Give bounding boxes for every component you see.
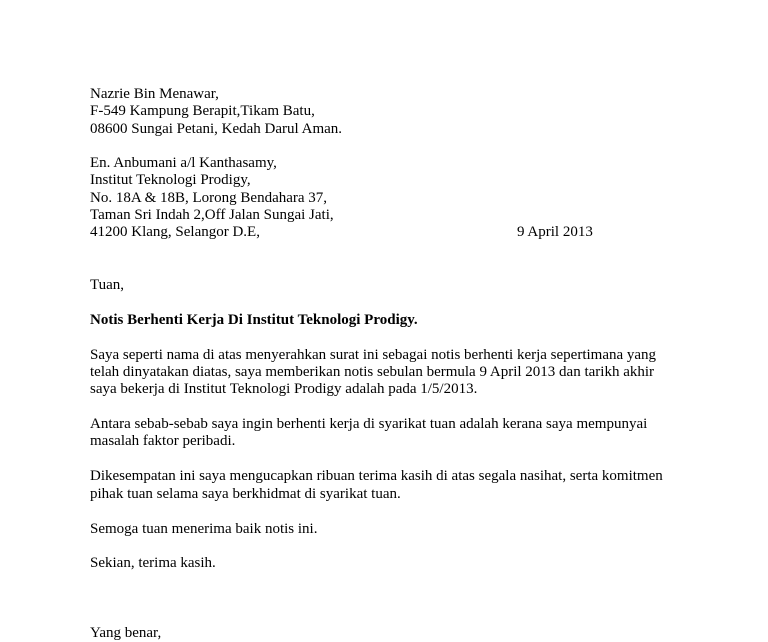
letter [90, 86, 680, 573]
closing-partial: Yang benar, [90, 625, 162, 641]
sender-address-line-1: F-549 Kampung Berapit,Tikam Batu, [90, 103, 315, 120]
paragraph-thanks-line-2: pihak tuan selama saya berkhidmat di syarikat tuan. [90, 485, 401, 502]
paragraph-notice-line-1: Saya seperti nama di atas menyerahkan surat ini sebagai notis berhenti kerja sepertimana yang [90, 346, 657, 363]
paragraph-thanks [90, 468, 680, 503]
paragraph-closing: Sekian, terima kasih. [90, 555, 216, 572]
sender-address [90, 86, 680, 138]
recipient-address [90, 155, 680, 241]
sender-address-line-2: 08600 Sungai Petani, Kedah Darul Aman. [90, 120, 343, 137]
salutation: Tuan, [90, 276, 125, 293]
paragraph-hope: Semoga tuan menerima baik notis ini. [90, 520, 318, 537]
sender-name: Nazrie Bin Menawar, [90, 86, 219, 102]
paragraph-reason [90, 416, 680, 451]
recipient-organisation: Institut Teknologi Prodigy, [90, 172, 251, 189]
recipient-name: En. Anbumani a/l Kanthasamy, [90, 155, 277, 172]
paragraph-reason-line-2: masalah faktor peribadi. [90, 433, 236, 450]
paragraph-thanks-line-1: Dikesempatan ini saya mengucapkan ribuan terima kasih di atas segala nasihat, serta komitmen [90, 468, 663, 485]
subject-line: Notis Berhenti Kerja Di Institut Teknologi Prodigy. [90, 311, 418, 328]
paragraph-reason-line-1: Antara sebab-sebab saya ingin berhenti kerja di syarikat tuan adalah kerana saya mempunyai [90, 416, 648, 433]
recipient-address-line-2: Taman Sri Indah 2,Off Jalan Sungai Jati, [90, 207, 334, 224]
paragraph-notice-line-2: telah dinyatakan diatas, saya memberikan notis sebulan bermula 9 April 2013 dan tarikh akhir [90, 363, 655, 380]
letter-date: 9 April 2013 [517, 224, 593, 241]
recipient-address-line-3: 41200 Klang, Selangor D.E, [90, 224, 260, 241]
paragraph-notice [90, 347, 680, 399]
recipient-address-line-1: No. 18A & 18B, Lorong Bendahara 37, [90, 189, 328, 206]
paragraph-notice-line-3: saya bekerja di Institut Teknologi Prodigy adalah pada 1/5/2013. [90, 381, 478, 398]
